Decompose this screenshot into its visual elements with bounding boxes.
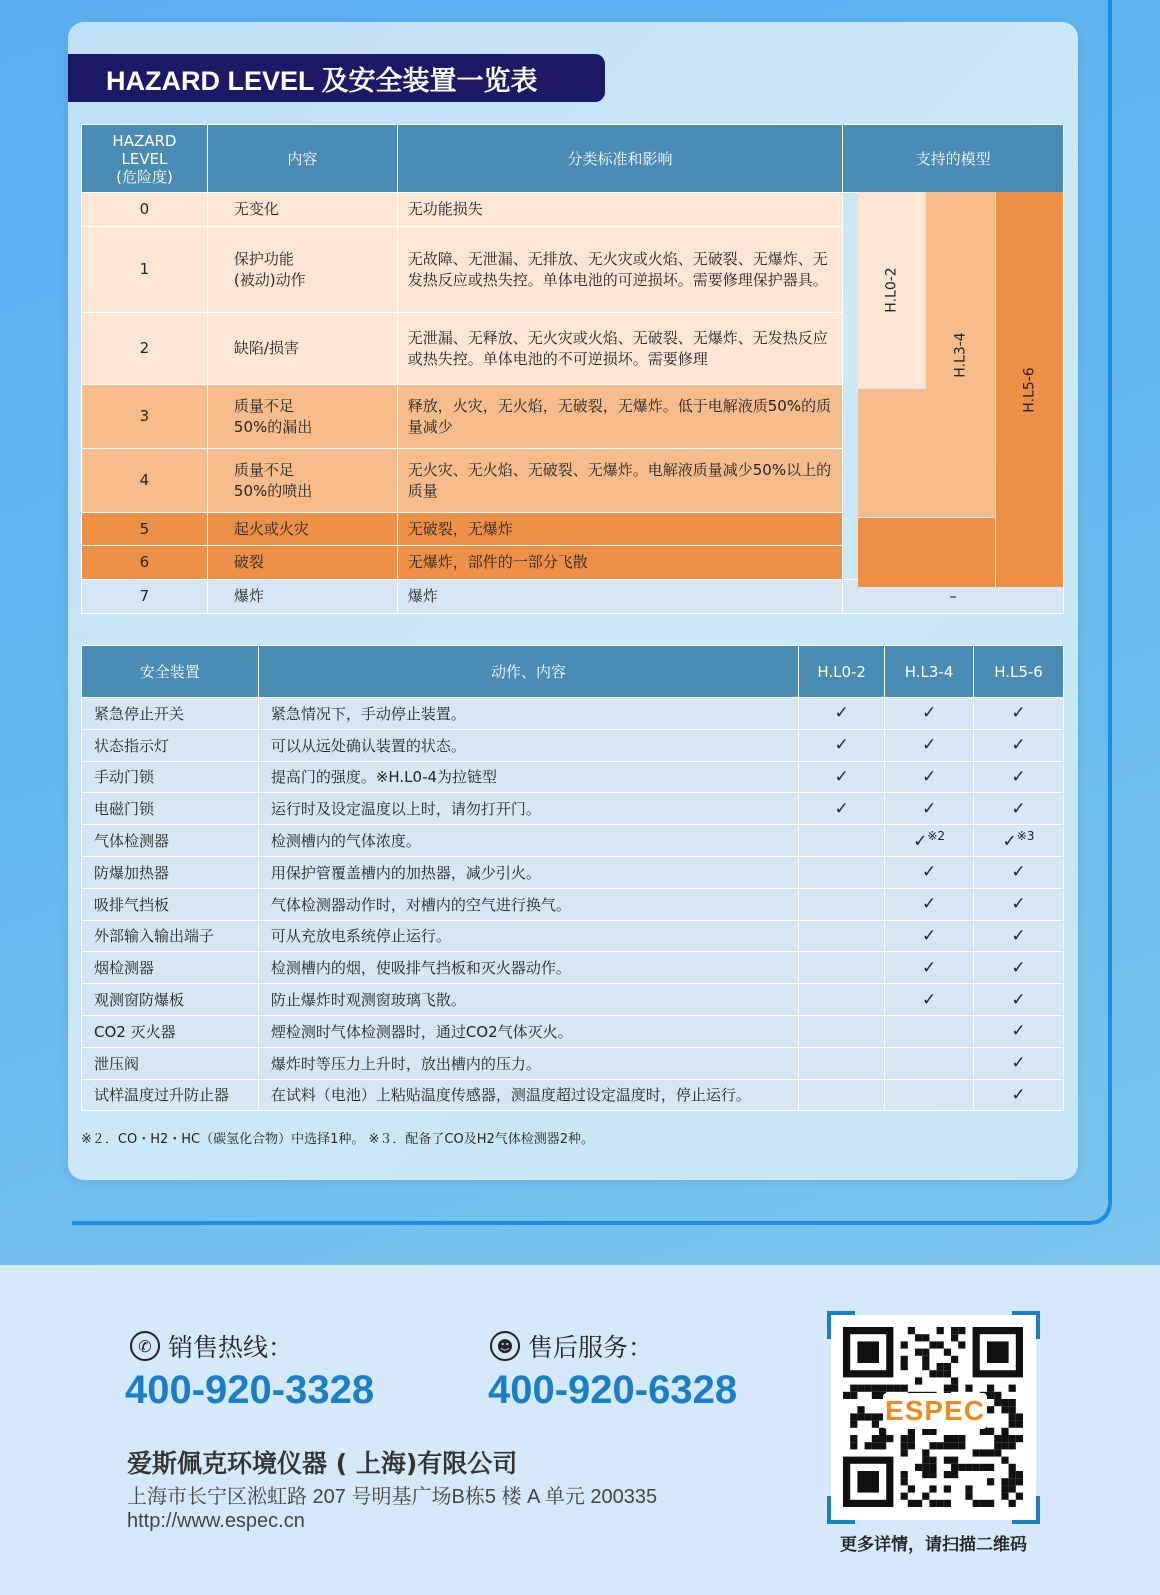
sales-hotline-label: ✆ 销售热线： [130, 1328, 293, 1364]
table-row [82, 761, 1064, 793]
check-cell: ✓ [974, 1047, 1064, 1079]
table-row [82, 856, 1064, 888]
model-bar-hl56-fill [858, 518, 995, 587]
device-action: 提高门的强度。※H.L0-4为拉链型 [258, 761, 798, 793]
check-cell: ✓ [799, 698, 885, 730]
table-row [82, 698, 1064, 730]
table-row [82, 984, 1064, 1016]
person-icon: ☻ [490, 1331, 520, 1361]
header-content: 内容 [207, 125, 397, 193]
check-cell [799, 1047, 885, 1079]
model-bar-hl56: H.L5-6 [996, 192, 1063, 587]
table-row: 0 无变化 无功能损失 [82, 193, 1064, 227]
page-title: HAZARD LEVEL 及安全装置一览表 [68, 54, 605, 102]
check-cell: ✓$^{※2}$ [885, 825, 974, 857]
header-action: 动作、内容 [258, 646, 798, 698]
device-name: 紧急停止开关 [82, 698, 259, 730]
table-row: 2 缺陷/损害 无泄漏、无释放、无火灾或火焰、无破裂、无爆炸、无发热反应或热失控。单体电池的不可逆损坏。需要修理 [82, 313, 1064, 385]
model-bar-hl34: H.L3-4 [926, 192, 995, 517]
sales-phone[interactable]: 400-920-3328 [125, 1368, 375, 1412]
device-name: CO2 灭火器 [82, 1015, 259, 1047]
device-action: 检测槽内的烟，使吸排气挡板和灭火器动作。 [258, 952, 798, 984]
table-row [82, 1047, 1064, 1079]
table-row: 1 保护功能 (被动)动作 无故障、无泄漏、无排放、无火灾或火焰、无破裂、无爆炸、无发热反应或热失控。单体电池的可逆损坏。需要修理保护器具。 [82, 227, 1064, 313]
after-sales-label: ☻ 售后服务： [490, 1328, 653, 1364]
espec-logo: ESPEC [885, 1395, 985, 1426]
model-bar-hl02: H.L0-2 [858, 192, 925, 388]
check-cell [885, 1079, 974, 1111]
check-cell: ✓ [974, 856, 1064, 888]
header-level: HAZARD LEVEL (危险度) [82, 125, 208, 193]
check-cell [799, 856, 885, 888]
check-cell: ✓ [974, 698, 1064, 730]
qr-corner-tr [1012, 1311, 1040, 1339]
check-cell: ✓ [885, 729, 974, 761]
company-address: 上海市长宁区淞虹路 207 号明基广场B栋5 楼 A 单元 200335 [127, 1486, 658, 1508]
qr-corner-tl [827, 1311, 855, 1339]
header-models: 支持的模型 [843, 125, 1064, 193]
check-cell: ✓ [799, 793, 885, 825]
qr-corner-bl [827, 1496, 855, 1524]
company-url[interactable]: http://www.espec.cn [127, 1510, 305, 1532]
device-action: 防止爆炸时观测窗玻璃飞散。 [258, 984, 798, 1016]
header-hl34: H.L3-4 [885, 646, 974, 698]
table-row: 5 起火或火灾 无破裂，无爆炸 [82, 513, 1064, 546]
check-cell: ✓ [885, 761, 974, 793]
model-bar-hl34-fill [858, 389, 926, 517]
table-row: 7 爆炸 爆炸 – [82, 580, 1064, 614]
device-action: 气体检测器动作时，对槽内的空气进行换气。 [258, 888, 798, 920]
check-cell: ✓ [974, 729, 1064, 761]
check-cell: ✓$^{※3}$ [974, 825, 1064, 857]
table-row: 3 质量不足 50%的漏出 释放，火灾，无火焰，无破裂，无爆炸。低于电解液质50%的质量减少 [82, 385, 1064, 449]
check-cell: ✓ [885, 698, 974, 730]
device-name: 外部输入输出端子 [82, 920, 259, 952]
safety-device-table [81, 645, 1064, 1111]
device-action: 检测槽内的气体浓度。 [258, 825, 798, 857]
device-name: 泄压阀 [82, 1047, 259, 1079]
service-phone[interactable]: 400-920-6328 [488, 1368, 738, 1412]
header-hl02: H.L0-2 [799, 646, 885, 698]
device-name: 电磁门锁 [82, 793, 259, 825]
table-row [82, 1015, 1064, 1047]
device-action: 煙检测时气体检测器时，通过CO2气体灭火。 [258, 1015, 798, 1047]
device-name: 防爆加热器 [82, 856, 259, 888]
device-action: 运行时及设定温度以上时，请勿打开门。 [258, 793, 798, 825]
device-action: 在试料（电池）上粘贴温度传感器，测温度超过设定温度时，停止运行。 [258, 1079, 798, 1111]
device-name: 观测窗防爆板 [82, 984, 259, 1016]
device-name: 气体检测器 [82, 825, 259, 857]
device-name: 手动门锁 [82, 761, 259, 793]
check-cell: ✓ [974, 1015, 1064, 1047]
check-cell [885, 1015, 974, 1047]
check-cell: ✓ [885, 856, 974, 888]
phone-icon: ✆ [130, 1331, 160, 1361]
check-cell: ✓ [885, 920, 974, 952]
check-cell: ✓ [885, 952, 974, 984]
device-action: 爆炸时等压力上升时，放出槽内的压力。 [258, 1047, 798, 1079]
qr-corner-br [1012, 1496, 1040, 1524]
check-cell [799, 888, 885, 920]
check-cell: ✓ [799, 729, 885, 761]
table-row [82, 729, 1064, 761]
table-row [82, 920, 1064, 952]
device-name: 烟检测器 [82, 952, 259, 984]
model-none: – [843, 580, 1064, 614]
device-name: 吸排气挡板 [82, 888, 259, 920]
device-action: 可以从远处确认装置的状态。 [258, 729, 798, 761]
check-cell: ✓ [885, 888, 974, 920]
check-cell: ✓ [974, 1079, 1064, 1111]
check-cell: ✓ [974, 888, 1064, 920]
device-action: 可从充放电系统停止运行。 [258, 920, 798, 952]
company-name: 爱斯佩克环境仪器 ( 上海)有限公司 [127, 1449, 518, 1478]
device-action: 紧急情况下，手动停止装置。 [258, 698, 798, 730]
check-cell: ✓ [974, 952, 1064, 984]
table-row [82, 952, 1064, 984]
check-cell [799, 1015, 885, 1047]
qr-caption: 更多详情，请扫描二维码 [840, 1535, 1027, 1555]
check-cell: ✓ [974, 793, 1064, 825]
header-device: 安全装置 [82, 646, 259, 698]
check-cell: ✓ [974, 920, 1064, 952]
check-cell: ✓ [885, 793, 974, 825]
check-cell [799, 920, 885, 952]
check-cell: ✓ [974, 984, 1064, 1016]
check-cell [799, 1079, 885, 1111]
table-row [82, 888, 1064, 920]
check-cell: ✓ [974, 761, 1064, 793]
table-row [82, 793, 1064, 825]
footnote: ※２．CO・H2・HC（碳氢化合物）中选择1种。 ※３．配备了CO及H2气体检测器2种。 [81, 1132, 595, 1147]
table-row [82, 1079, 1064, 1111]
table-row: 4 质量不足 50%的喷出 无火灾、无火焰、无破裂、无爆炸。电解液质量减少50%以上的质量 [82, 449, 1064, 513]
table-row [82, 825, 1064, 857]
check-cell [799, 984, 885, 1016]
check-cell [799, 825, 885, 857]
device-name: 试样温度过升防止器 [82, 1079, 259, 1111]
header-criteria: 分类标准和影响 [397, 125, 842, 193]
qr-code[interactable] [831, 1315, 1036, 1520]
check-cell [799, 952, 885, 984]
header-hl56: H.L5-6 [974, 646, 1064, 698]
device-name: 状态指示灯 [82, 729, 259, 761]
check-cell [885, 1047, 974, 1079]
table-row: 6 破裂 无爆炸，部件的一部分飞散 [82, 546, 1064, 580]
check-cell: ✓ [799, 761, 885, 793]
check-cell: ✓ [885, 984, 974, 1016]
device-action: 用保护管覆盖槽内的加热器，减少引火。 [258, 856, 798, 888]
